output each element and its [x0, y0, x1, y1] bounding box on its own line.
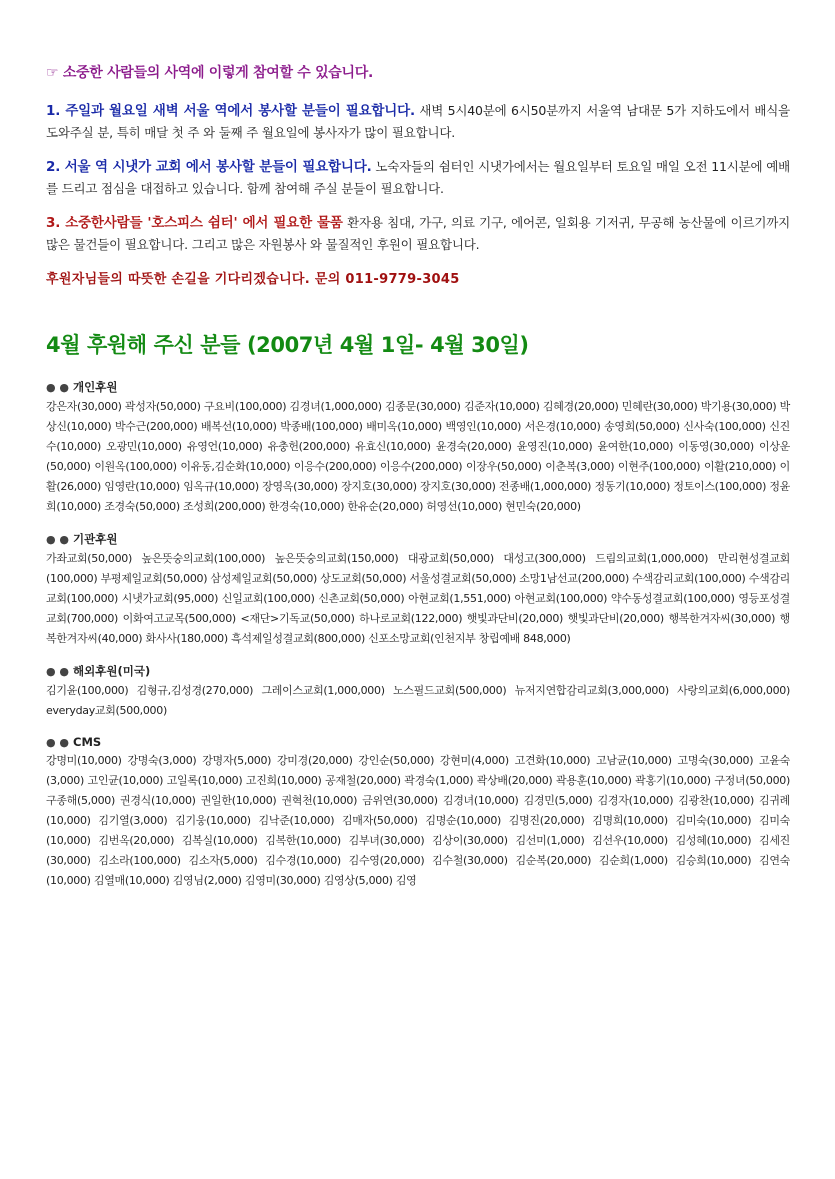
need-item-3-heading-pre: 3. 소중한사람들 — [46, 215, 148, 231]
section-title-text: 해외후원(미국) — [73, 664, 151, 678]
need-item-3-body: 환자용 침대, 가구, 의료 기구, 에어콘, 일회용 기저귀, 무공해 농산물에 이르기까지 많은 물건들이 필요합니다. 그리고 많은 자원봉사 와 물질적인 후원이 필요합니다. — [46, 215, 790, 252]
section-title — [46, 531, 790, 547]
need-item-2 — [46, 156, 790, 200]
contact-line: 후원자님들의 따뜻한 손길을 기다리겠습니다. 문의 011-9779-3045 — [46, 272, 460, 287]
need-item-3 — [46, 212, 790, 256]
need-item-2-body: 노숙자들의 쉼터인 시냇가에서는 월요일부터 토요일 매일 오전 11시분에 예배를 드리고 점심을 대접하고 있습니다. 함께 참여해 주실 분들이 필요합니다. — [46, 159, 791, 196]
section-title-text: CMS — [73, 735, 102, 749]
donor-list: 강명미(10,000) 강명숙(3,000) 강명자(5,000) 강미경(20,000) 강인순(50,000) 강현미(4,000) 고견화(10,000) 고남균(10,000) 고명숙(30,000) 고윤숙(3,000) 고인균(10,000) 고일록(10,000) 고진희(10,000) 공재철(20,000) 곽경숙(1,000) 곽상배(20,000) 곽용훈(10,000) 곽홍기(10,000) 구정녀(50,000) 구종해(5,000) 권경식(10,000) 권일한(10,000) 권혁천(10,000) 금위연(30,000) 김경녀(10,000) 김경민(5,000) 김경자(10,000) 김광찬(10,000) 김귀례(10,000) 김기열(3,000) 김기웅(10,000) 김낙준(10,000) 김매자(50,000) 김명순(10,000) 김명진(20,000) 김명희(10,000) 김미숙(10,000) 김미숙(10,000) 김번옥(20,000) 김복실(10,000) 김복한(10,000) 김부녀(30,000) 김상이(30,000) 김선미(1,000) 김선우(10,000) 김성혜(10,000) 김세진(30,000) 김소라(100,000) 김소자(5,000) 김수경(10,000) 김수영(20,000) 김수철(30,000) 김순복(20,000) 김순희(1,000) 김승희(10,000) 김연숙(10,000) 김열매(10,000) 김영님(2,000) 김영미(30,000) 김영상(5,000) 김영 — [46, 754, 790, 887]
bullet-icon: ● ● — [46, 533, 70, 546]
bullet-icon: ● ● — [46, 665, 70, 678]
section-title-text: 기관후원 — [73, 532, 118, 546]
need-item-3-heading — [46, 215, 343, 231]
page-content — [46, 62, 790, 905]
donor-list: 가좌교회(50,000) 높은뜻숭의교회(100,000) 높은뜻숭의교회(150,000) 대광교회(50,000) 대성고(300,000) 드림의교회(1,000,000) 만리현성결교회(100,000) 부평제일교회(50,000) 삼성제일교회(50,000) 상도교회(50,000) 서울성결교회(50,000) 소망1남선교(200,000) 수색감리교회(100,000) 수색감리교회(100,000) 시냇가교회(95,000) 신일교회(100,000) 신촌교회(50,000) 아현교회(1,551,000) 아현교회(100,000) 약수동성결교회(100,000) 영등포성결교회(700,000) 이화여고교목(500,000) <재단>기독교(50,000) 하나로교회(122,000) 햇빛과단비(20,000) 햇빛과단비(20,000) 행복한겨자씨(30,000) 행복한겨자씨(40,000) 화사사(180,000) 흑석제일성결교회(800,000) 신포소망교회(인천지부 창립예배 848,000) — [46, 552, 790, 645]
need-item-1-heading: 1. 주일과 월요일 새벽 서울 역에서 봉사할 분들이 필요합니다. — [46, 103, 415, 119]
section-title — [46, 735, 790, 749]
need-item-1-body: 새벽 5시40분에 6시50분까지 서울역 남대문 5가 지하도에서 배식을 도와주실 분, 특히 매달 첫 주 와 둘째 주 월요일에 봉사자가 많이 필요합니다. — [46, 103, 790, 140]
donor-list: 강은자(30,000) 곽성자(50,000) 구요비(100,000) 김경녀(1,000,000) 김종문(30,000) 김준자(10,000) 김혜경(20,000) 민혜란(30,000) 박기용(30,000) 박상신(10,000) 박수근(200,000) 배복선(10,000) 박종배(100,000) 배미옥(10,000) 백영인(10,000) 서은경(10,000) 송영희(50,000) 신사숙(100,000) 신진수(10,000) 오광민(10,000) 유영언(10,000) 유충헌(200,000) 유효신(10,000) 윤경숙(20,000) 윤영진(10,000) 윤여한(10,000) 이동영(30,000) 이상운(50,000) 이원옥(100,000) 이유동,김순화(10,000) 이응수(200,000) 이응수(200,000) 이장우(50,000) 이춘복(3,000) 이현주(100,000) 이활(210,000) 이활(26,000) 임영란(10,000) 임옥규(10,000) 장영옥(30,000) 장지호(30,000) 장지호(30,000) 전종배(1,000,000) 정동기(10,000) 정토이스(100,000) 정윤희(10,000) 조경숙(50,000) 조성희(200,000) 한경숙(10,000) 한유순(20,000) 허영선(10,000) 현민숙(20,000) — [46, 400, 790, 513]
section-organization — [46, 531, 790, 649]
need-item-3-heading-post: 에서 필요한 물품 — [237, 215, 343, 231]
section-title — [46, 379, 790, 395]
intro-heading: ☞ 소중한 사람들의 사역에 이렇게 참여할 수 있습니다. — [46, 65, 373, 81]
need-item-3-heading-quote: '호스피스 쉼터' — [147, 215, 238, 231]
section-title — [46, 663, 790, 679]
spacer — [46, 287, 790, 329]
donor-list: 김기윤(100,000) 김형규,김성경(270,000) 그레이스교회(1,000,000) 노스필드교회(500,000) 뉴저지연합감리교회(3,000,000) 사랑의교회(6,000,000) everyday교회(500,000) — [46, 684, 790, 717]
need-item-2-heading: 2. 서울 역 시냇가 교회 에서 봉사할 분들이 필요합니다. — [46, 159, 372, 175]
bullet-icon: ● ● — [46, 736, 70, 749]
section-overseas — [46, 663, 790, 721]
donor-list-title: 4월 후원해 주신 분들 (2007년 4월 1일- 4월 30일) — [46, 333, 529, 357]
need-item-1 — [46, 100, 790, 144]
bullet-icon: ● ● — [46, 381, 70, 394]
section-cms — [46, 735, 790, 891]
section-title-text: 개인후원 — [73, 380, 118, 394]
section-individual — [46, 379, 790, 517]
